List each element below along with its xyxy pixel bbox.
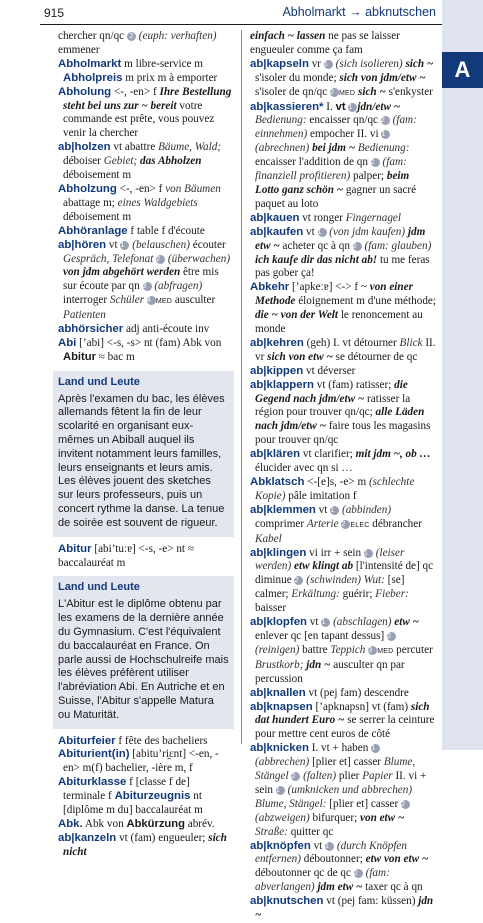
entry-text: être mis sur écoute par qn xyxy=(63,266,219,293)
dictionary-entry xyxy=(250,337,436,365)
headword: ab|klingen xyxy=(250,546,307,559)
headword: Abiturklasse xyxy=(58,776,127,789)
entry-text: acheter qc à qn xyxy=(279,239,353,252)
headword: ab|klären xyxy=(250,448,301,461)
headword: ab|kippen xyxy=(250,364,304,377)
column-divider xyxy=(241,30,242,744)
entry-text: déboutonner qc de qc xyxy=(255,867,354,880)
headword: ab|klappern xyxy=(250,378,314,391)
entry-text: enlever qc [en tapant dessus] xyxy=(255,629,388,642)
cross-ref: Abitur xyxy=(63,350,96,363)
usage-note: (von jdm kaufen) xyxy=(326,225,406,238)
entry-text: [’apkeːɐ] <-> f ~ xyxy=(289,281,370,294)
entry-text: baisser xyxy=(255,602,287,615)
info-box-text: Après l'examen du bac, les élèves allemands fêtent la fin de leur scolarité en organisant eux-mêmes un Abiball auquel ils invitent notamment leurs familles, leurs enseignants et leurs amis. Les élèves jouent des sketches sur leurs professeurs, puis un concert rythme la danse. La tenue de soirée est souvent de rigueur. xyxy=(58,392,225,529)
sense-number: 2 xyxy=(381,116,390,125)
headword: Abk. xyxy=(58,817,83,830)
dictionary-entry xyxy=(250,212,436,226)
headword: ab|kauen xyxy=(250,211,300,224)
example-phrase: ich kaufe dir das nicht ab! xyxy=(255,253,378,266)
entry-text: empocher II. vi xyxy=(307,128,382,141)
usage-note: Bedienung: xyxy=(357,142,410,155)
entry-text: vt abattre xyxy=(110,141,159,154)
sense-number: 1 xyxy=(321,618,330,627)
entry-text: abattage m; xyxy=(63,196,118,209)
dictionary-entry xyxy=(250,365,436,379)
headword: Abiturfeier xyxy=(58,734,116,747)
entry-text: <-[e]s, -e> m xyxy=(304,476,369,488)
headword: ab|klopfen xyxy=(250,616,307,629)
example-phrase: sich ~ xyxy=(357,85,386,98)
entry-text: tu me feras pas gober ça! xyxy=(255,253,430,280)
sense-number: 2 xyxy=(156,255,165,264)
entry-text: ausculter qn par percussion xyxy=(255,658,405,685)
dictionary-entry xyxy=(250,58,436,101)
headword: ab|holzen xyxy=(58,141,111,154)
usage-note: (fam: abverlangen) xyxy=(255,867,390,894)
right-entries xyxy=(250,30,436,923)
example-phrase: das Abholzen xyxy=(140,155,202,168)
dictionary-entry xyxy=(58,86,234,142)
sense-number: 2 xyxy=(127,32,136,41)
info-box-title: Land und Leute xyxy=(58,581,140,594)
dictionary-entry xyxy=(58,337,234,365)
entry-text: déboiser xyxy=(63,155,104,168)
headword: Abi xyxy=(58,336,77,349)
headword: Abholung xyxy=(58,85,112,98)
entry-text: I. vt + haben xyxy=(308,742,372,755)
sense-number: 1 xyxy=(364,549,373,558)
entry-text: ausculter xyxy=(172,294,216,307)
entry-text: déboisement m xyxy=(63,210,132,223)
page-header xyxy=(0,0,442,28)
dictionary-entry xyxy=(58,239,234,323)
sense-number: 4 xyxy=(147,296,156,305)
entry-text: encaisser qn/qc xyxy=(306,114,381,127)
example-phrase: sich dat hundert Euro ~ xyxy=(255,700,430,727)
info-box-abiball xyxy=(53,371,234,537)
usage-note: (fam: finanziell profitieren) xyxy=(255,156,407,183)
dictionary-entry xyxy=(58,776,234,818)
example-phrase: von einer Methode xyxy=(255,281,413,308)
example-phrase: sich von etw ~ xyxy=(267,350,333,363)
entry-text: <-, -en> f xyxy=(116,182,166,195)
entry-text: [se] calmer; xyxy=(255,574,405,601)
sense-number: 1 xyxy=(348,103,357,112)
entry-text: vt xyxy=(303,225,318,238)
entry-text: élucider avec qn si … xyxy=(255,462,353,475)
usage-note: (abzweigen) xyxy=(255,811,310,824)
page-number: 915 xyxy=(44,6,65,20)
example-phrase: mit jdm ~, ob … xyxy=(355,448,431,461)
dictionary-entry xyxy=(58,183,234,225)
header-rule xyxy=(40,24,442,25)
sense-number: 2 xyxy=(294,576,303,585)
entry-text: vt (pej fam) descendre xyxy=(305,686,409,699)
entry-text: se détourner de qc xyxy=(332,350,418,363)
entry-text: quitter qc xyxy=(287,825,334,838)
dictionary-entry xyxy=(250,476,436,504)
example-phrase: sich nicht xyxy=(63,831,227,858)
cross-ref: Abkürzung xyxy=(126,817,185,830)
usage-note: Fieber: xyxy=(375,588,409,601)
example-phrase: etw von etw ~ xyxy=(365,853,429,866)
sense-number: 2 xyxy=(291,772,300,781)
example-phrase: von jdm abgehört werden xyxy=(63,266,181,279)
abitur-entry xyxy=(58,543,234,571)
example-phrase: von etw ~ xyxy=(360,811,405,824)
entry-text: nt [diplôme m du] baccalauréat m xyxy=(63,790,203,817)
entry-text: le renoncement au monde xyxy=(255,309,423,336)
dictionary-entry xyxy=(250,226,436,282)
entry-text: vt xyxy=(310,839,326,852)
entry-text: vt (fam) ratisser; xyxy=(313,378,395,391)
info-box-title: Land und Leute xyxy=(58,375,140,388)
entry-text: [abi’tuːɐ] <-s, -e> nt ≈ baccalauréat m xyxy=(58,542,194,569)
entry-text: taxer qc à qn xyxy=(362,881,423,894)
example-phrase: jdn/etw ~ xyxy=(357,100,401,113)
entry-text: m libre-service m xyxy=(121,57,203,70)
entry-text: faire tous les magasins pour trouver qn/qc xyxy=(255,420,431,447)
entry-text: [’abi] <-s, -s> nt (fam) Abk von xyxy=(76,336,222,349)
entry-text: adj anti-écoute inv xyxy=(123,323,210,336)
sense-number: 2 xyxy=(330,88,339,97)
headword: Abholpreis xyxy=(63,71,123,84)
entry-text: f [classe f de] terminale f xyxy=(63,776,190,803)
entry-text: vt déverser xyxy=(303,364,356,377)
entry-text: encaisser l'addition de qn xyxy=(255,156,371,169)
usage-note: Erkältung: xyxy=(291,588,340,601)
usage-note: (schwinden) Wut: xyxy=(303,574,385,587)
entry-text: vt clarifier; xyxy=(300,448,356,461)
usage-note: (umknicken und abbrechen) Blume, Stängel: xyxy=(255,783,413,810)
example-phrase: jdn ~ xyxy=(306,658,331,671)
entry-text: vt (fam) engueuler; xyxy=(116,831,209,844)
example-phrase: etw klingt ab xyxy=(294,560,354,573)
left-entries-continued xyxy=(58,735,234,860)
domain-label: ELEC xyxy=(350,521,370,529)
entry-text: ≈ bac m xyxy=(95,350,135,363)
dictionary-entry xyxy=(250,701,436,743)
sense-number: 1 xyxy=(318,228,327,237)
dictionary-entry xyxy=(250,379,436,449)
entry-text: pâle imitation f xyxy=(285,489,357,502)
entry-text: vt xyxy=(315,503,331,516)
entry-text: s'isoler du monde; xyxy=(255,71,340,84)
dictionary-entry xyxy=(58,225,234,239)
dictionary-entry xyxy=(58,818,234,832)
domain-label: MED xyxy=(339,89,356,97)
entry-text: [’apknapsn] vt (fam) xyxy=(312,700,411,713)
example-phrase: die Gegend nach jdm/etw ~ xyxy=(255,378,408,405)
entry-text: s'isoler de qn/qc xyxy=(255,85,331,98)
headword: ab|kehren xyxy=(250,336,304,349)
usage-note: Arterie xyxy=(306,517,339,530)
sense-number: 1 xyxy=(371,744,380,753)
usage-note: Blume, Stängel xyxy=(255,756,416,783)
dictionary-entry xyxy=(250,742,436,839)
example-phrase: jdn ~ xyxy=(255,895,434,922)
usage-note: Straße: xyxy=(255,825,288,838)
thumb-index-letter[interactable]: A xyxy=(442,52,483,88)
usage-note: Bedienung: xyxy=(255,114,307,127)
usage-note: (fam: einnehmen) xyxy=(255,114,417,141)
dictionary-entry xyxy=(58,735,234,749)
entry-text: comprimer xyxy=(255,517,307,530)
entry-text: vt (pej fam: küssen) xyxy=(323,895,419,908)
sense-number: 1 xyxy=(120,241,129,250)
left-column xyxy=(58,30,234,860)
usage-note: (abrechnen) xyxy=(255,142,310,155)
headword: Abholmarkt xyxy=(58,57,122,70)
dictionary-entry xyxy=(250,101,436,212)
example-phrase: beim Lotto ganz schön ~ xyxy=(255,170,410,196)
usage-note: Kabel xyxy=(255,532,282,545)
entry-text: battre xyxy=(299,643,331,656)
usage-note: (abfragen) xyxy=(151,280,203,293)
entry-text: I. xyxy=(323,100,336,113)
dictionary-entry xyxy=(250,448,436,476)
headword: Abitur xyxy=(58,542,92,555)
sense-number: 2 xyxy=(401,800,410,809)
entry-text: vt xyxy=(106,238,121,251)
entry-text: [plier et] casser xyxy=(326,797,402,810)
headword: abhörsicher xyxy=(58,323,124,336)
entry-text: guérir; xyxy=(339,588,376,601)
usage-note: (abbrechen) xyxy=(255,756,310,769)
usage-note: von Bäumen xyxy=(165,182,221,195)
entry-text: votre commande est prête, vous pouvez venir la chercher xyxy=(63,99,215,140)
usage-note: (schlechte Kopie) xyxy=(255,476,415,502)
dictionary-entry xyxy=(58,748,234,776)
dictionary-entry xyxy=(250,504,436,547)
headword: ab|knöpfen xyxy=(250,839,311,852)
thumb-index[interactable] xyxy=(442,0,483,750)
sense-number: 2 xyxy=(353,242,362,251)
entry-text: f fête des bacheliers xyxy=(115,734,208,747)
usage-note: (abbinden) xyxy=(339,503,392,516)
headword: Abiturient(in) xyxy=(58,748,130,761)
left-entries xyxy=(58,30,234,365)
sense-number: 3 xyxy=(368,646,377,655)
dictionary-entry xyxy=(250,281,436,337)
usage-note: Gebiet; xyxy=(103,155,138,168)
usage-note: Papier xyxy=(362,770,393,783)
dictionary-entry xyxy=(250,30,436,58)
usage-note: Gespräch, Telefonat xyxy=(63,252,154,265)
usage-note: (abschlagen) xyxy=(330,616,392,629)
headword: Abkehr xyxy=(250,281,290,294)
usage-note: Schüler xyxy=(109,294,145,307)
example-phrase: Ihre Bestellung steht bei uns zur ~ bereit xyxy=(63,85,232,112)
running-head: Abholmarkt → abknutschen xyxy=(282,5,436,19)
headword: ab|klemmen xyxy=(250,503,316,516)
headword: Abklatsch xyxy=(250,476,305,488)
entry-text: se serrer la ceinture pour mettre cent euros de côté xyxy=(255,714,435,741)
entry-text: Abk von xyxy=(82,817,127,830)
sense-number: 2 xyxy=(341,520,350,529)
info-box-text: L'Abitur est le diplôme obtenu par les examens de la dernière année du Gymnasium. C'est l'équivalent du baccalauréat en France. On parle aussi de Hochschulreife mais les élèves préfèrent utiliser l'abréviation Abi. En Autriche et en Suisse, l'Abitur s'appelle Matura ou Maturität. xyxy=(58,598,229,721)
headword: Abhöranlage xyxy=(58,224,128,237)
dictionary-entry xyxy=(250,840,436,896)
dictionary-entry xyxy=(58,141,234,183)
entry-text: ratisser la région pour trouver qn/qc; xyxy=(255,392,411,419)
usage-note: eines Waldgebiets xyxy=(117,196,198,209)
sense-number: 1 xyxy=(325,842,334,851)
usage-note: Bäume, Wald; xyxy=(158,141,222,154)
usage-note: (sich isolieren) xyxy=(332,57,403,70)
entry-text: vt xyxy=(306,616,322,629)
usage-note: Blick xyxy=(399,336,423,349)
entry-text: plier xyxy=(336,770,363,783)
headword: Abiturzeugnis xyxy=(114,790,191,803)
sense-number: 1 xyxy=(330,506,339,515)
entry-text: f table f d'écoute xyxy=(127,224,205,237)
entry-text: percuter xyxy=(393,643,433,656)
usage-note: (euph: verhaften) xyxy=(135,30,217,42)
headword: ab|kanzeln xyxy=(58,831,117,844)
dictionary-entry xyxy=(58,543,234,571)
dictionary-entry xyxy=(250,616,436,687)
entry-text: abrév. xyxy=(184,817,215,830)
entry-text: [l'intensité de] qc diminue xyxy=(255,560,434,587)
headword: ab|kassieren* xyxy=(250,100,324,113)
domain-label: MED xyxy=(155,298,173,306)
entry-text: m prix m à emporter xyxy=(122,71,218,84)
usage-note: Brustkorb; xyxy=(255,658,304,671)
usage-note: (leiser werden) xyxy=(255,546,405,573)
usage-note: Fingernagel xyxy=(345,211,402,224)
dictionary-entry xyxy=(250,895,436,923)
example-phrase: sich ~ xyxy=(405,57,434,70)
headword: Abholzung xyxy=(58,182,117,195)
dictionary-entry xyxy=(58,58,234,86)
entry-text: débrancher xyxy=(369,517,422,530)
example-phrase: einfach ~ lassen xyxy=(250,30,326,42)
example-phrase: die ~ von der Welt xyxy=(255,309,339,322)
headword: ab|knicken xyxy=(250,742,309,755)
usage-note: (durch Knöpfen entfernen) xyxy=(255,839,407,866)
sense-number: 2 xyxy=(387,632,396,641)
usage-note: Teppich xyxy=(330,643,366,656)
headword: ab|hören xyxy=(58,238,107,251)
info-box-abitur xyxy=(53,576,234,728)
sense-number: 1 xyxy=(276,786,285,795)
example-phrase: bei jdm ~ xyxy=(312,142,356,155)
headword: ab|knallen xyxy=(250,686,306,699)
sense-number: 3 xyxy=(143,282,152,291)
headword: ab|kaufen xyxy=(250,225,304,238)
usage-note: (belauschen) xyxy=(129,238,190,251)
sense-number: 2 xyxy=(354,869,363,878)
entry-text: interroger xyxy=(63,294,110,307)
sense-number: 1 xyxy=(324,60,333,69)
entry-text: ne pas se laisser engueuler comme ça fam xyxy=(250,30,400,56)
usage-note: (überwachen) xyxy=(165,252,231,265)
entry-text: vt ronger xyxy=(299,211,346,224)
entry-text: déboisement m xyxy=(63,169,132,182)
entry-text: [abitu’ri̯ɛnt] <-en, -en> m(f) bachelier, -ière m, f xyxy=(63,748,219,775)
sense-number: 1 xyxy=(381,130,390,139)
entry-text: (geh) I. vt détourner xyxy=(303,336,400,349)
entry-text: <-, -en> f xyxy=(111,85,160,98)
headword: ab|knapsen xyxy=(250,700,313,713)
dictionary-entry xyxy=(250,547,436,617)
right-column xyxy=(250,30,436,923)
usage-note: Patienten xyxy=(63,309,106,322)
entry-text: vr xyxy=(308,57,324,70)
entry-text: emmener xyxy=(58,43,100,56)
sense-number: 2 xyxy=(371,158,380,167)
entry-text: II. vr xyxy=(255,336,436,363)
entry-text: chercher qn/qc xyxy=(58,30,127,42)
headword: ab|kapseln xyxy=(250,57,309,70)
entry-text: éloignement m d'une méthode; xyxy=(295,295,436,308)
entry-text: gagner un sacré paquet au loto xyxy=(255,183,417,210)
example-phrase: alle Läden nach jdm/etw ~ xyxy=(255,406,425,433)
usage-note: (reinigen) xyxy=(255,643,300,656)
entry-text: [plier et] casser xyxy=(309,756,384,769)
entry-text: s'enkyster xyxy=(385,85,433,98)
dictionary-entry xyxy=(58,30,234,58)
entry-text: écouter xyxy=(190,238,226,251)
example-phrase: jdm etw ~ xyxy=(317,881,363,894)
example-phrase: sich von jdm/etw ~ xyxy=(339,71,426,84)
dictionary-entry xyxy=(58,323,234,337)
headword: ab|knutschen xyxy=(250,895,324,908)
entry-text: déboutonner; xyxy=(300,853,366,866)
dictionary-entry xyxy=(58,832,234,860)
entry-text: vi irr + sein xyxy=(306,546,364,559)
dictionary-entry xyxy=(250,687,436,701)
usage-note: (falten) xyxy=(300,770,337,783)
entry-text: palper; xyxy=(350,170,387,183)
example-phrase: jdm etw ~ xyxy=(255,225,426,252)
example-phrase: etw ~ xyxy=(394,616,420,629)
domain-label: MED xyxy=(377,647,394,655)
usage-note: (fam: glauben) xyxy=(361,239,432,252)
entry-text: II. vi + sein xyxy=(255,770,427,796)
entry-text: bifurquer; xyxy=(309,811,361,824)
cross-ref: vt xyxy=(335,100,346,113)
